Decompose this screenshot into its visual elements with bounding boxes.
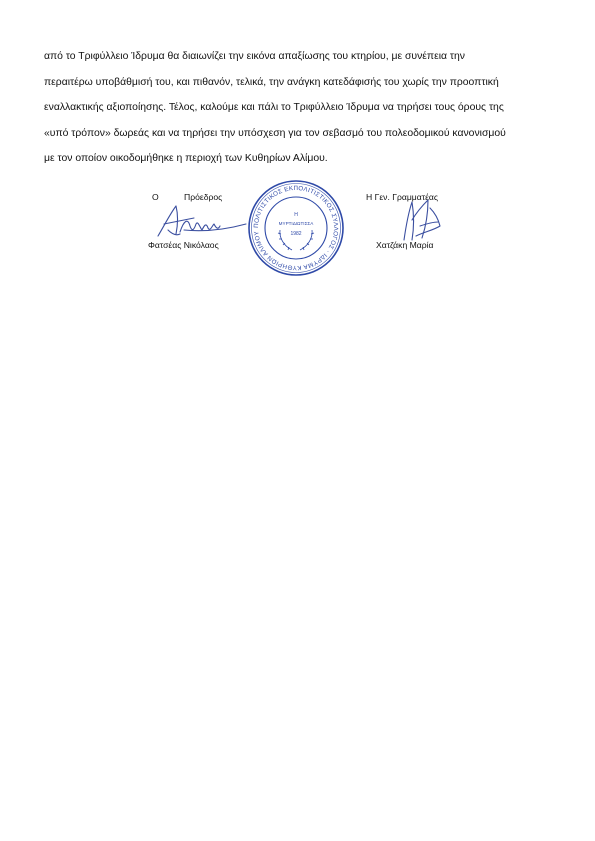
signature-block-president bbox=[148, 192, 258, 262]
body-line: εναλλακτικής αξιοποίησης. Τέλος, καλούμε και πάλι το Τριφύλλειο Ίδρυμα να τηρήσει τους όρους της bbox=[44, 102, 504, 114]
seal-center-mid: ΜΥΡΤΙΔΙΩΤΙΣΣΑ bbox=[278, 221, 314, 226]
signatory-article: Ο bbox=[152, 192, 159, 202]
association-seal bbox=[246, 178, 346, 278]
seal-outer-ring bbox=[249, 181, 343, 275]
seal-ring-text: ΠΟΛΙΤΙΣΤΙΚΟΣ ΕΚΠΟΛΙΤΙΣΤΙΚΟΣ ΣΥΛΛΟΓΟΣ · ΙΔΡΥΜΑ ΚΥΘΗΡΙΩΝ ΑΛΙΜΟΥ bbox=[252, 184, 340, 272]
signatory-name: Φατσέας Νικόλαος bbox=[148, 240, 219, 250]
signatory-role: Η Γεν. Γραμματέας bbox=[366, 192, 439, 202]
body-line: με τον οποίον οικοδομήθηκε η περιοχή των Κυθηρίων Αλίμου. bbox=[44, 153, 328, 165]
signatory-role: Πρόεδρος bbox=[184, 192, 223, 202]
seal-center-top: Η bbox=[294, 212, 298, 218]
body-line: «υπό τρόπον» δωρεάς και να τηρήσει την υπόσχεση για τον σεβασμό του πολεοδομικού κανονισμού bbox=[44, 127, 506, 139]
seal-center-year: 1982 bbox=[290, 231, 302, 237]
body-paragraph bbox=[44, 44, 564, 172]
seal-inner-ring bbox=[265, 197, 327, 259]
body-line: περαιτέρω υποβάθμισή του, και πιθανόν, τελικά, την ανάγκη κατεδάφισής του χωρίς την προοπτική bbox=[44, 76, 499, 88]
secretary-signature bbox=[394, 196, 446, 246]
president-signature bbox=[154, 200, 254, 242]
signature-block-secretary bbox=[366, 192, 486, 262]
body-line: από το Τριφύλλειο Ίδρυμα θα διαιωνίζει την εικόνα απαξίωσης του κτηρίου, με συνέπεια την bbox=[44, 51, 465, 62]
signatory-name: Χατζάκη Μαρία bbox=[376, 240, 434, 250]
